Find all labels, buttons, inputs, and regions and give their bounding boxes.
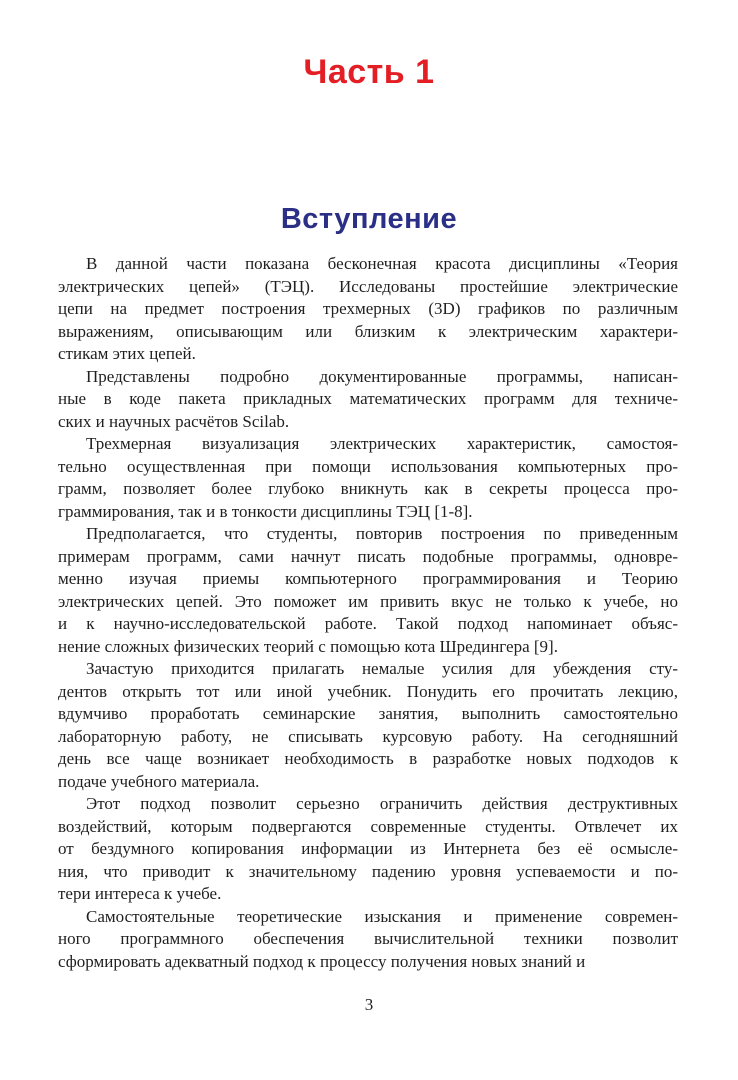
paragraph: [58, 253, 678, 366]
paragraph: [58, 433, 678, 523]
part-title: Часть 1: [303, 53, 435, 91]
text-line: примерам программ, сами начнут писать подобные программы, одновре-: [58, 546, 678, 566]
text-line: электрических цепей. Это поможет им привить вкус не только к учебе, но: [58, 591, 678, 611]
text-line: Представлены подробно документированные программы, написан-: [86, 366, 678, 386]
text-line: вдумчиво проработать семинарские занятия, выполнить самостоятельно: [58, 704, 678, 723]
text-line: ного программного обеспечения вычислительной техники позволит: [58, 929, 678, 948]
text-line: выражениям, описывающим или близким к электрическим характери-: [58, 321, 678, 341]
text-line: тельно осуществленная при помощи использования компьютерных про-: [58, 456, 678, 476]
section-title: Вступление: [280, 203, 458, 235]
paragraph: [58, 793, 678, 906]
text-line: и к научно-исследовательской работе. Такой подход напоминает объяс-: [58, 614, 678, 633]
text-line: день все чаще возникает необходимость в разработке новых подходов к: [58, 749, 678, 768]
text-line: менно изучая приемы компьютерного программирования и Теорию: [58, 569, 678, 588]
text-line: Трехмерная визуализация электрических характеристик, самостоя-: [86, 434, 678, 453]
paragraph: [58, 906, 678, 974]
text-line: Самостоятельные теоретические изыскания и применение современ-: [86, 906, 678, 926]
text-line: Предполагается, что студенты, повторив построения по приведенным: [86, 524, 678, 543]
body-text: [58, 253, 678, 973]
text-line: ные в коде пакета прикладных математических программ для техниче-: [58, 389, 678, 408]
text-line: ских и научных расчётов Scilab.: [58, 411, 290, 431]
text-line: от бездумного копирования информации из Интернета без её осмысле-: [58, 839, 678, 858]
text-line: дентов открыть тот или иной учебник. Понудить его прочитать лекцию,: [58, 681, 678, 701]
text-line: тери интереса к учебе.: [58, 884, 222, 903]
text-line: ния, что приводит к значительному падению уровня успеваемости и по-: [58, 861, 678, 881]
text-line: подаче учебного материала.: [58, 771, 260, 791]
text-line: граммирования, так и в тонкости дисциплины ТЭЦ [1-8].: [58, 501, 473, 521]
text-line: цепи на предмет построения трехмерных (3D) графиков по различным: [58, 299, 678, 318]
text-line: Этот подход позволит серьезно ограничить действия деструктивных: [86, 794, 678, 813]
text-line: лабораторную работу, не списывать курсовую работу. На сегодняшний: [58, 726, 678, 746]
paragraph: [58, 658, 678, 793]
paragraph: [58, 366, 678, 434]
paragraph: [58, 523, 678, 658]
text-line: электрических цепей» (ТЭЦ). Исследованы простейшие электрические: [58, 276, 678, 296]
text-line: воздействий, которым подвергаются современные студенты. Отвлечет их: [58, 816, 678, 836]
text-line: В данной части показана бесконечная красота дисциплины «Теория: [86, 254, 678, 273]
text-line: Зачастую приходится прилагать немалые усилия для убеждения сту-: [86, 659, 678, 678]
text-line: стикам этих цепей.: [58, 344, 196, 363]
text-line: нение сложных физических теорий с помощью кота Шредингера [9].: [58, 636, 558, 656]
text-line: грамм, позволяет более глубоко вникнуть как в секреты процесса про-: [58, 479, 678, 498]
page-number: 3: [364, 995, 374, 1014]
text-line: сформировать адекватный подход к процессу получения новых знаний и: [58, 951, 586, 971]
